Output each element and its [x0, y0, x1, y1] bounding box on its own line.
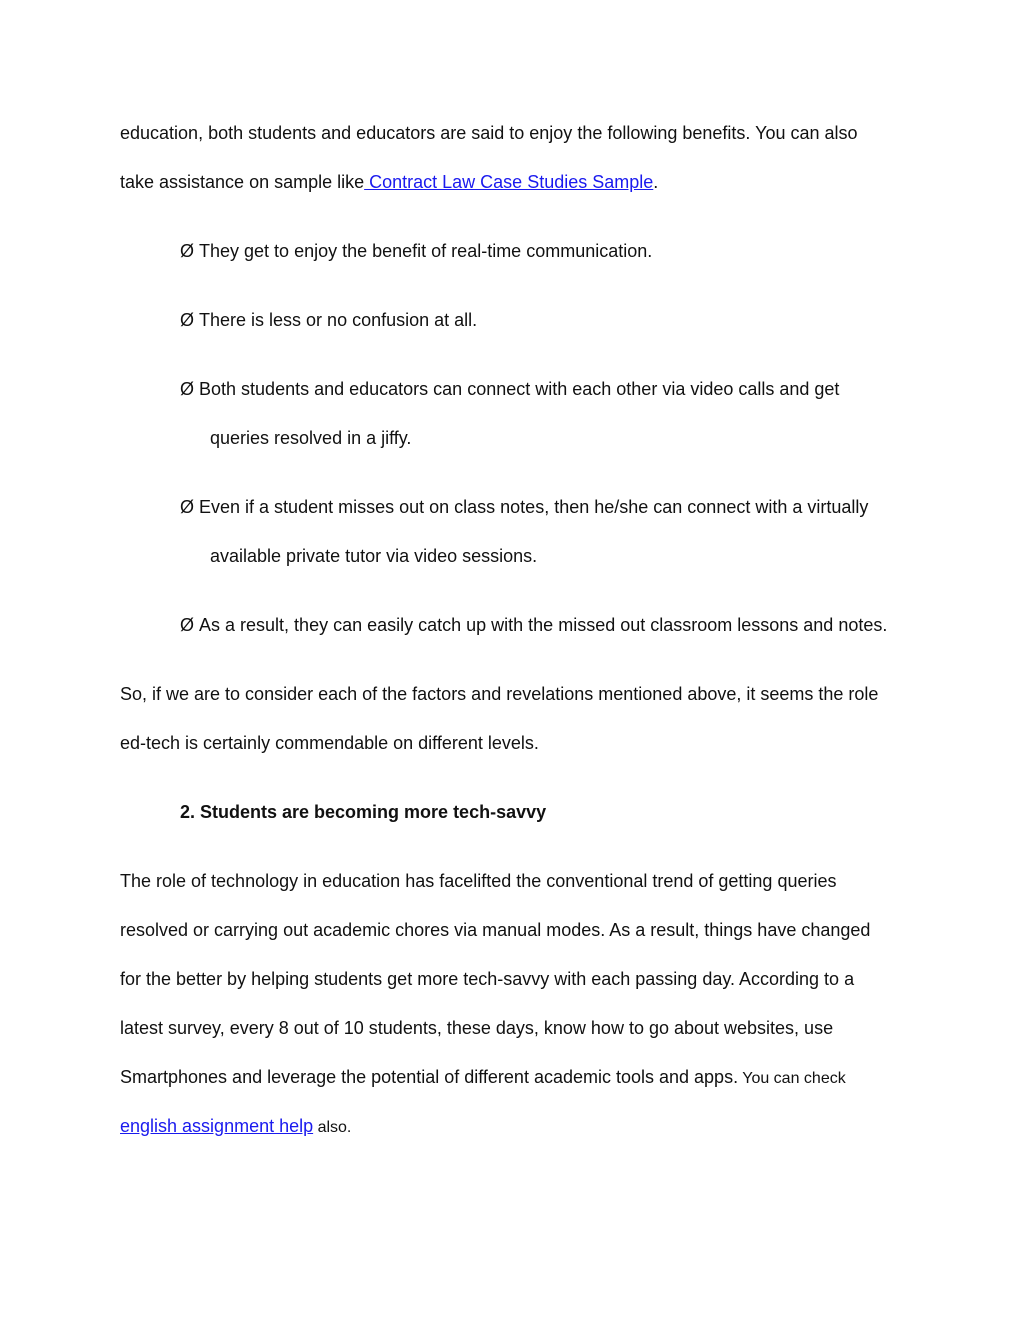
paragraph-3-line-5 [120, 1065, 846, 1091]
paragraph-3-line-2 [120, 918, 870, 942]
bullet-marker-icon: Ø [180, 615, 195, 635]
bullet-item [180, 613, 887, 637]
paragraph-3-line-3 [120, 967, 854, 991]
paragraph-2-text: ed-tech is certainly commendable on different levels. [120, 733, 539, 753]
bullet-continuation [210, 544, 537, 568]
paragraph-3-text: for the better by helping students get more tech-savvy with each passing day. According to a [120, 969, 855, 989]
bullet-text: Even if a student misses out on class notes, then he/she can connect with a virtually [199, 497, 869, 517]
bullet-text: Both students and educators can connect with each other via video calls and get [199, 379, 840, 399]
bullet-marker-icon: Ø [180, 310, 195, 330]
paragraph-3-line-4 [120, 1016, 833, 1040]
paragraph-3-text: latest survey, every 8 out of 10 students, these days, know how to go about websites, use [120, 1018, 834, 1038]
bullet-item [180, 308, 477, 332]
contract-law-link[interactable]: Contract Law Case Studies Sample [364, 172, 654, 192]
paragraph-3-text: Smartphones and leverage the potential of different academic tools and apps. [120, 1067, 739, 1087]
section-heading-text: 2. Students are becoming more tech-savvy [180, 802, 547, 822]
bullet-text: They get to enjoy the benefit of real-time communication. [199, 241, 653, 261]
paragraph-1-line-1 [120, 121, 858, 145]
paragraph-2-line-2 [120, 731, 539, 755]
bullet-marker-icon: Ø [180, 497, 195, 517]
bullet-item [180, 239, 652, 263]
paragraph-1-prefix: take assistance on sample like [120, 172, 365, 192]
bullet-text: queries resolved in a jiffy. [210, 428, 412, 448]
paragraph-1-text: education, both students and educators are said to enjoy the following benefits. You can also [120, 123, 858, 143]
bullet-text: available private tutor via video sessions. [210, 546, 538, 566]
paragraph-1-line-2 [120, 170, 658, 194]
bullet-continuation [210, 426, 411, 450]
section-heading [180, 800, 546, 824]
paragraph-3-line-6 [120, 1114, 351, 1140]
paragraph-3-small-text: You can check [738, 1070, 846, 1087]
bullet-text: There is less or no confusion at all. [199, 310, 478, 330]
english-assignment-help-link[interactable]: english assignment help [120, 1116, 314, 1136]
bullet-marker-icon: Ø [180, 241, 195, 261]
paragraph-3-text: The role of technology in education has facelifted the conventional trend of getting queries [120, 871, 837, 891]
bullet-text: As a result, they can easily catch up with the missed out classroom lessons and notes. [199, 615, 888, 635]
paragraph-2-text: So, if we are to consider each of the factors and revelations mentioned above, it seems the role [120, 684, 879, 704]
bullet-marker-icon: Ø [180, 379, 195, 399]
bullet-item [180, 495, 868, 519]
paragraph-3-text: resolved or carrying out academic chores via manual modes. As a result, things have changed [120, 920, 871, 940]
paragraph-1-suffix: . [653, 172, 659, 192]
paragraph-2-line-1 [120, 682, 878, 706]
bullet-item [180, 377, 839, 401]
paragraph-3-line-1 [120, 869, 836, 893]
paragraph-3-suffix: also. [313, 1119, 352, 1136]
